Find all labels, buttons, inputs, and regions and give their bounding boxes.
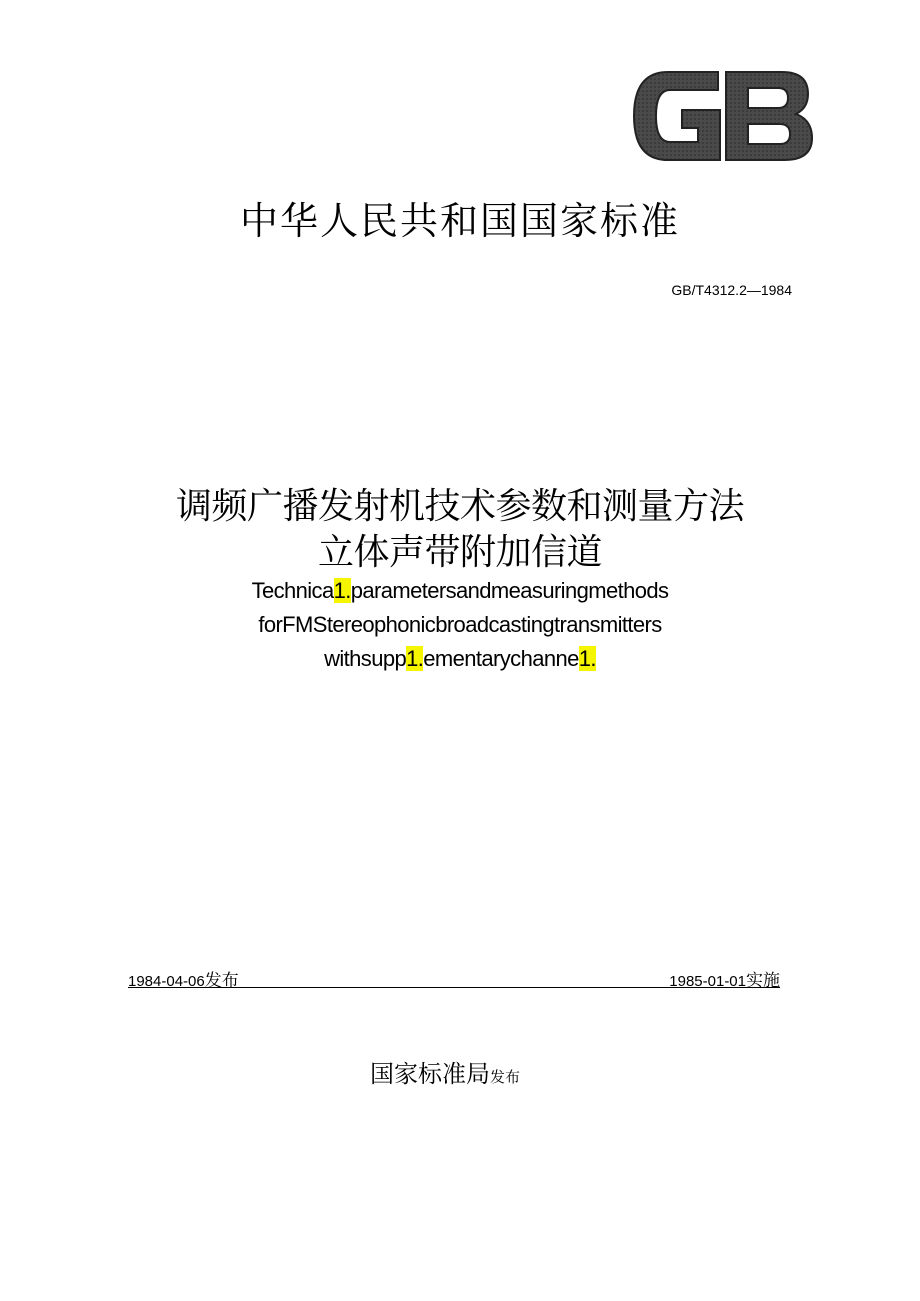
effective-date-block	[669, 966, 780, 991]
publisher-label: 发布	[490, 1068, 521, 1086]
title-en-line-2: forFMStereophonicbroadcastingtransmitters	[258, 612, 662, 637]
highlighted-fragment: 1.	[406, 646, 424, 671]
issue-date: 1984-04-06	[128, 973, 205, 990]
highlighted-fragment: 1.	[578, 646, 596, 671]
issuing-country-standard-title: 中华人民共和国国家标准	[239, 199, 680, 243]
title-en-fragment: withsupp	[324, 646, 407, 671]
effective-label: 实施	[746, 971, 780, 990]
publisher-line	[370, 1054, 520, 1089]
title-cn-line-2: 立体声带附加信道	[317, 532, 602, 573]
title-en-fragment: Technica	[251, 578, 334, 603]
standard-code: GB/T4312.2—1984	[671, 282, 792, 298]
publisher-name: 国家标准局	[370, 1060, 490, 1088]
title-en-fragment: ementarychanne	[423, 646, 579, 671]
effective-date: 1985-01-01	[669, 973, 746, 990]
title-en-fragment: parametersandmeasuringmethods	[350, 578, 669, 603]
issue-label: 发布	[204, 971, 239, 990]
title-en-line-3	[0, 646, 920, 672]
title-en-line-1	[0, 578, 920, 604]
date-line	[128, 963, 780, 988]
highlighted-fragment: 1.	[333, 578, 351, 603]
gb-logo	[630, 66, 814, 166]
title-cn-line-1: 调频广播发射机技术参数和测量方法	[175, 486, 744, 527]
issue-date-block	[128, 966, 239, 991]
